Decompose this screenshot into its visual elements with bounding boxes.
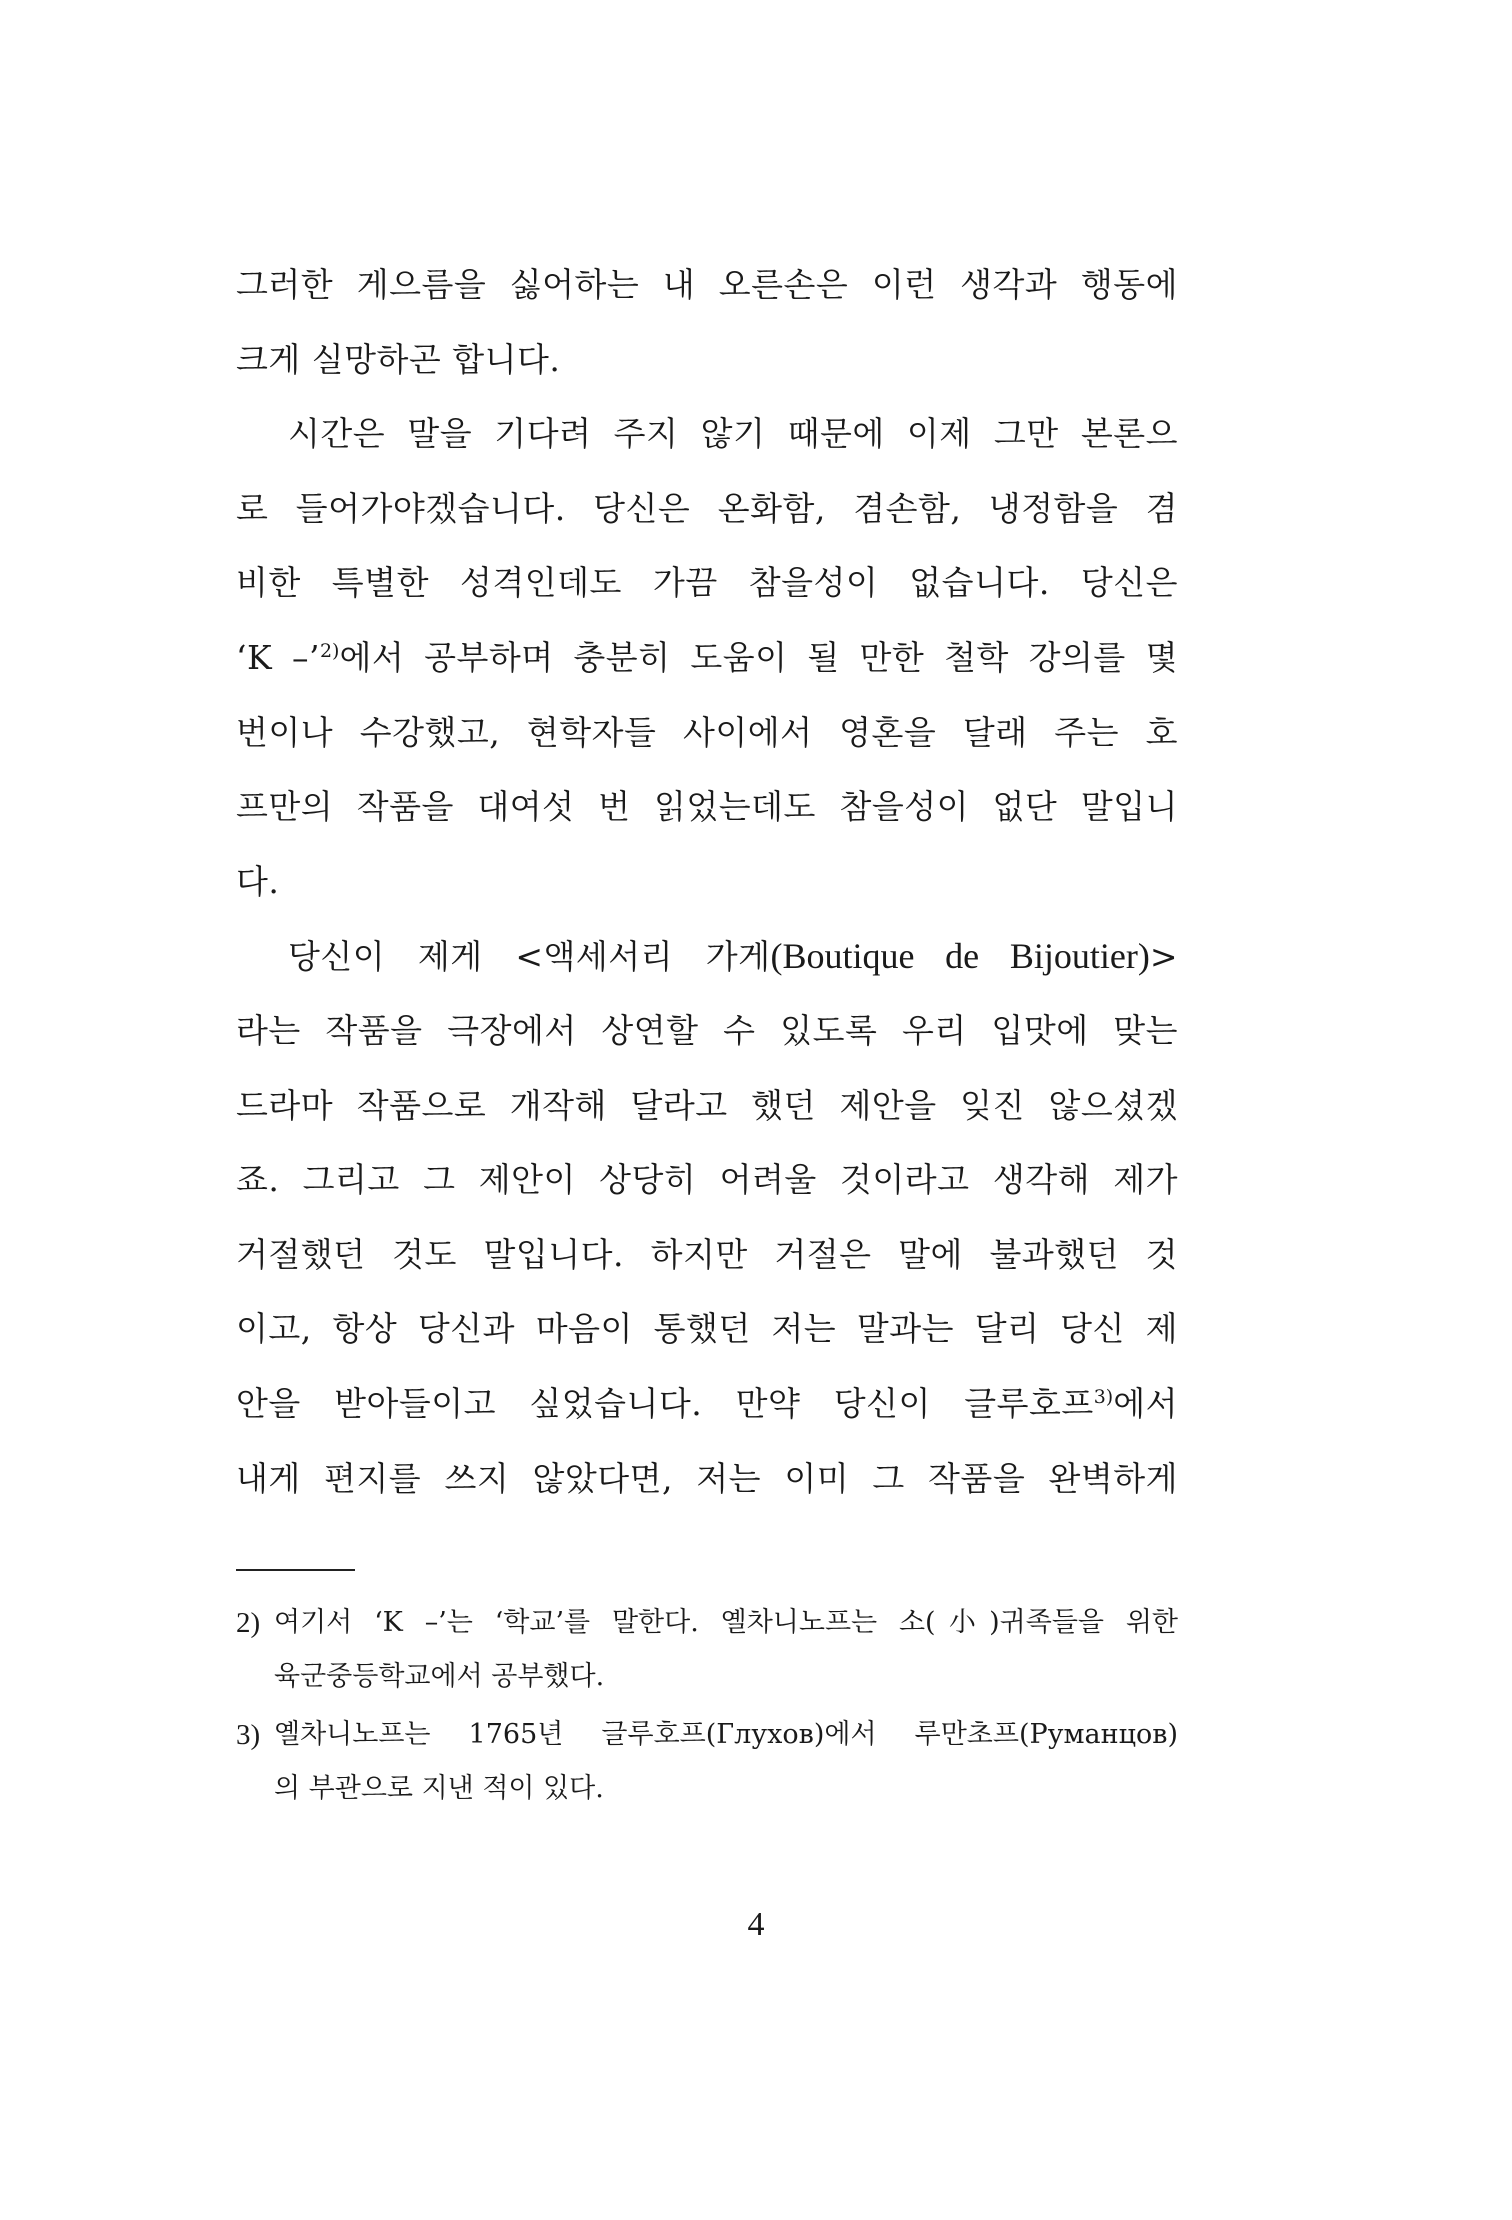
- footnote-line: 옐차니노프는 1765년 글루호프(Глухов)에서 루만초프(Руманцов): [274, 1719, 1178, 1750]
- body-line-5: 비한 특별한 성격인데도 가끔 참을성이 없습니다. 당신은: [236, 563, 1178, 603]
- body-line-1: 그러한 게으름을 싫어하는 내 오른손은 이런 생각과 행동에: [236, 265, 1178, 304]
- body-line-16-suffix: 에서: [1113, 1383, 1178, 1423]
- body-line-6-prefix: ‘K –’: [236, 637, 320, 677]
- body-line-8: 프만의 작품을 대여섯 번 읽었는데도 참을성이 없단 말입니: [236, 787, 1178, 827]
- footnotes: [236, 1596, 1178, 1820]
- body-line-7: 번이나 수강했고, 현학자들 사이에서 영혼을 달래 주는 호: [236, 712, 1178, 752]
- body-line-11: 라는 작품을 극장에서 상연할 수 있도록 우리 입맛에 맞는: [236, 1010, 1178, 1050]
- body-line-12: 드라마 작품으로 개작해 달라고 했던 제안을 잊진 않으셨겠: [236, 1085, 1178, 1125]
- body-text: [236, 248, 1178, 1516]
- footnote-ref-3[interactable]: 3): [1093, 1385, 1114, 1408]
- footnote-ref-2[interactable]: 2): [319, 639, 340, 662]
- footnote-number: 3): [236, 1719, 261, 1751]
- body-line-16-prefix: 안을 받아들이고 싶었습니다. 만약 당신이 글루호프: [236, 1383, 1094, 1423]
- footnote-line: 의 부관으로 지낸 적이 있다.: [274, 1773, 604, 1804]
- body-line-10-prefix: 당신이 제게 <액세서리 가게: [288, 937, 771, 977]
- page-number: 4: [747, 1906, 765, 1943]
- body-line-9: 다.: [236, 861, 280, 901]
- body-line-4: 로 들어가야겠습니다. 당신은 온화함, 겸손함, 냉정함을 겸: [236, 488, 1178, 528]
- body-line-16: [236, 1367, 1178, 1442]
- body-line-6-suffix: 에서 공부하며 충분히 도움이 될 만한 철학 강의를 몇: [339, 637, 1179, 677]
- footnote-2: [236, 1596, 1178, 1704]
- work-title-latin: (Boutique de Bijoutier): [770, 936, 1150, 977]
- body-line-3: 시간은 말을 기다려 주지 않기 때문에 이제 그만 본론으: [288, 414, 1178, 454]
- footnote-separator: [236, 1569, 355, 1571]
- body-line-10-suffix: >: [1149, 937, 1178, 977]
- footnote-line: 육군중등학교에서 공부했다.: [274, 1661, 605, 1692]
- body-line-10: [236, 919, 1178, 994]
- footnote-number: 2): [236, 1607, 261, 1639]
- body-line-2: 크게 실망하곤 합니다.: [236, 339, 561, 379]
- footnote-3: [236, 1708, 1178, 1816]
- body-line-6: [236, 621, 1178, 696]
- body-line-15: 이고, 항상 당신과 마음이 통했던 저는 말과는 달리 당신 제: [236, 1309, 1178, 1349]
- footnote-line: 여기서 ‘K –’는 ‘학교’를 말한다. 옐차니노프는 소(小)귀족들을 위한: [274, 1607, 1178, 1638]
- body-line-13: 죠. 그리고 그 제안이 상당히 어려울 것이라고 생각해 제가: [236, 1160, 1178, 1200]
- body-line-14: 거절했던 것도 말입니다. 하지만 거절은 말에 불과했던 것: [236, 1234, 1178, 1274]
- body-line-17: 내게 편지를 쓰지 않았다면, 저는 이미 그 작품을 완벽하게: [236, 1458, 1178, 1498]
